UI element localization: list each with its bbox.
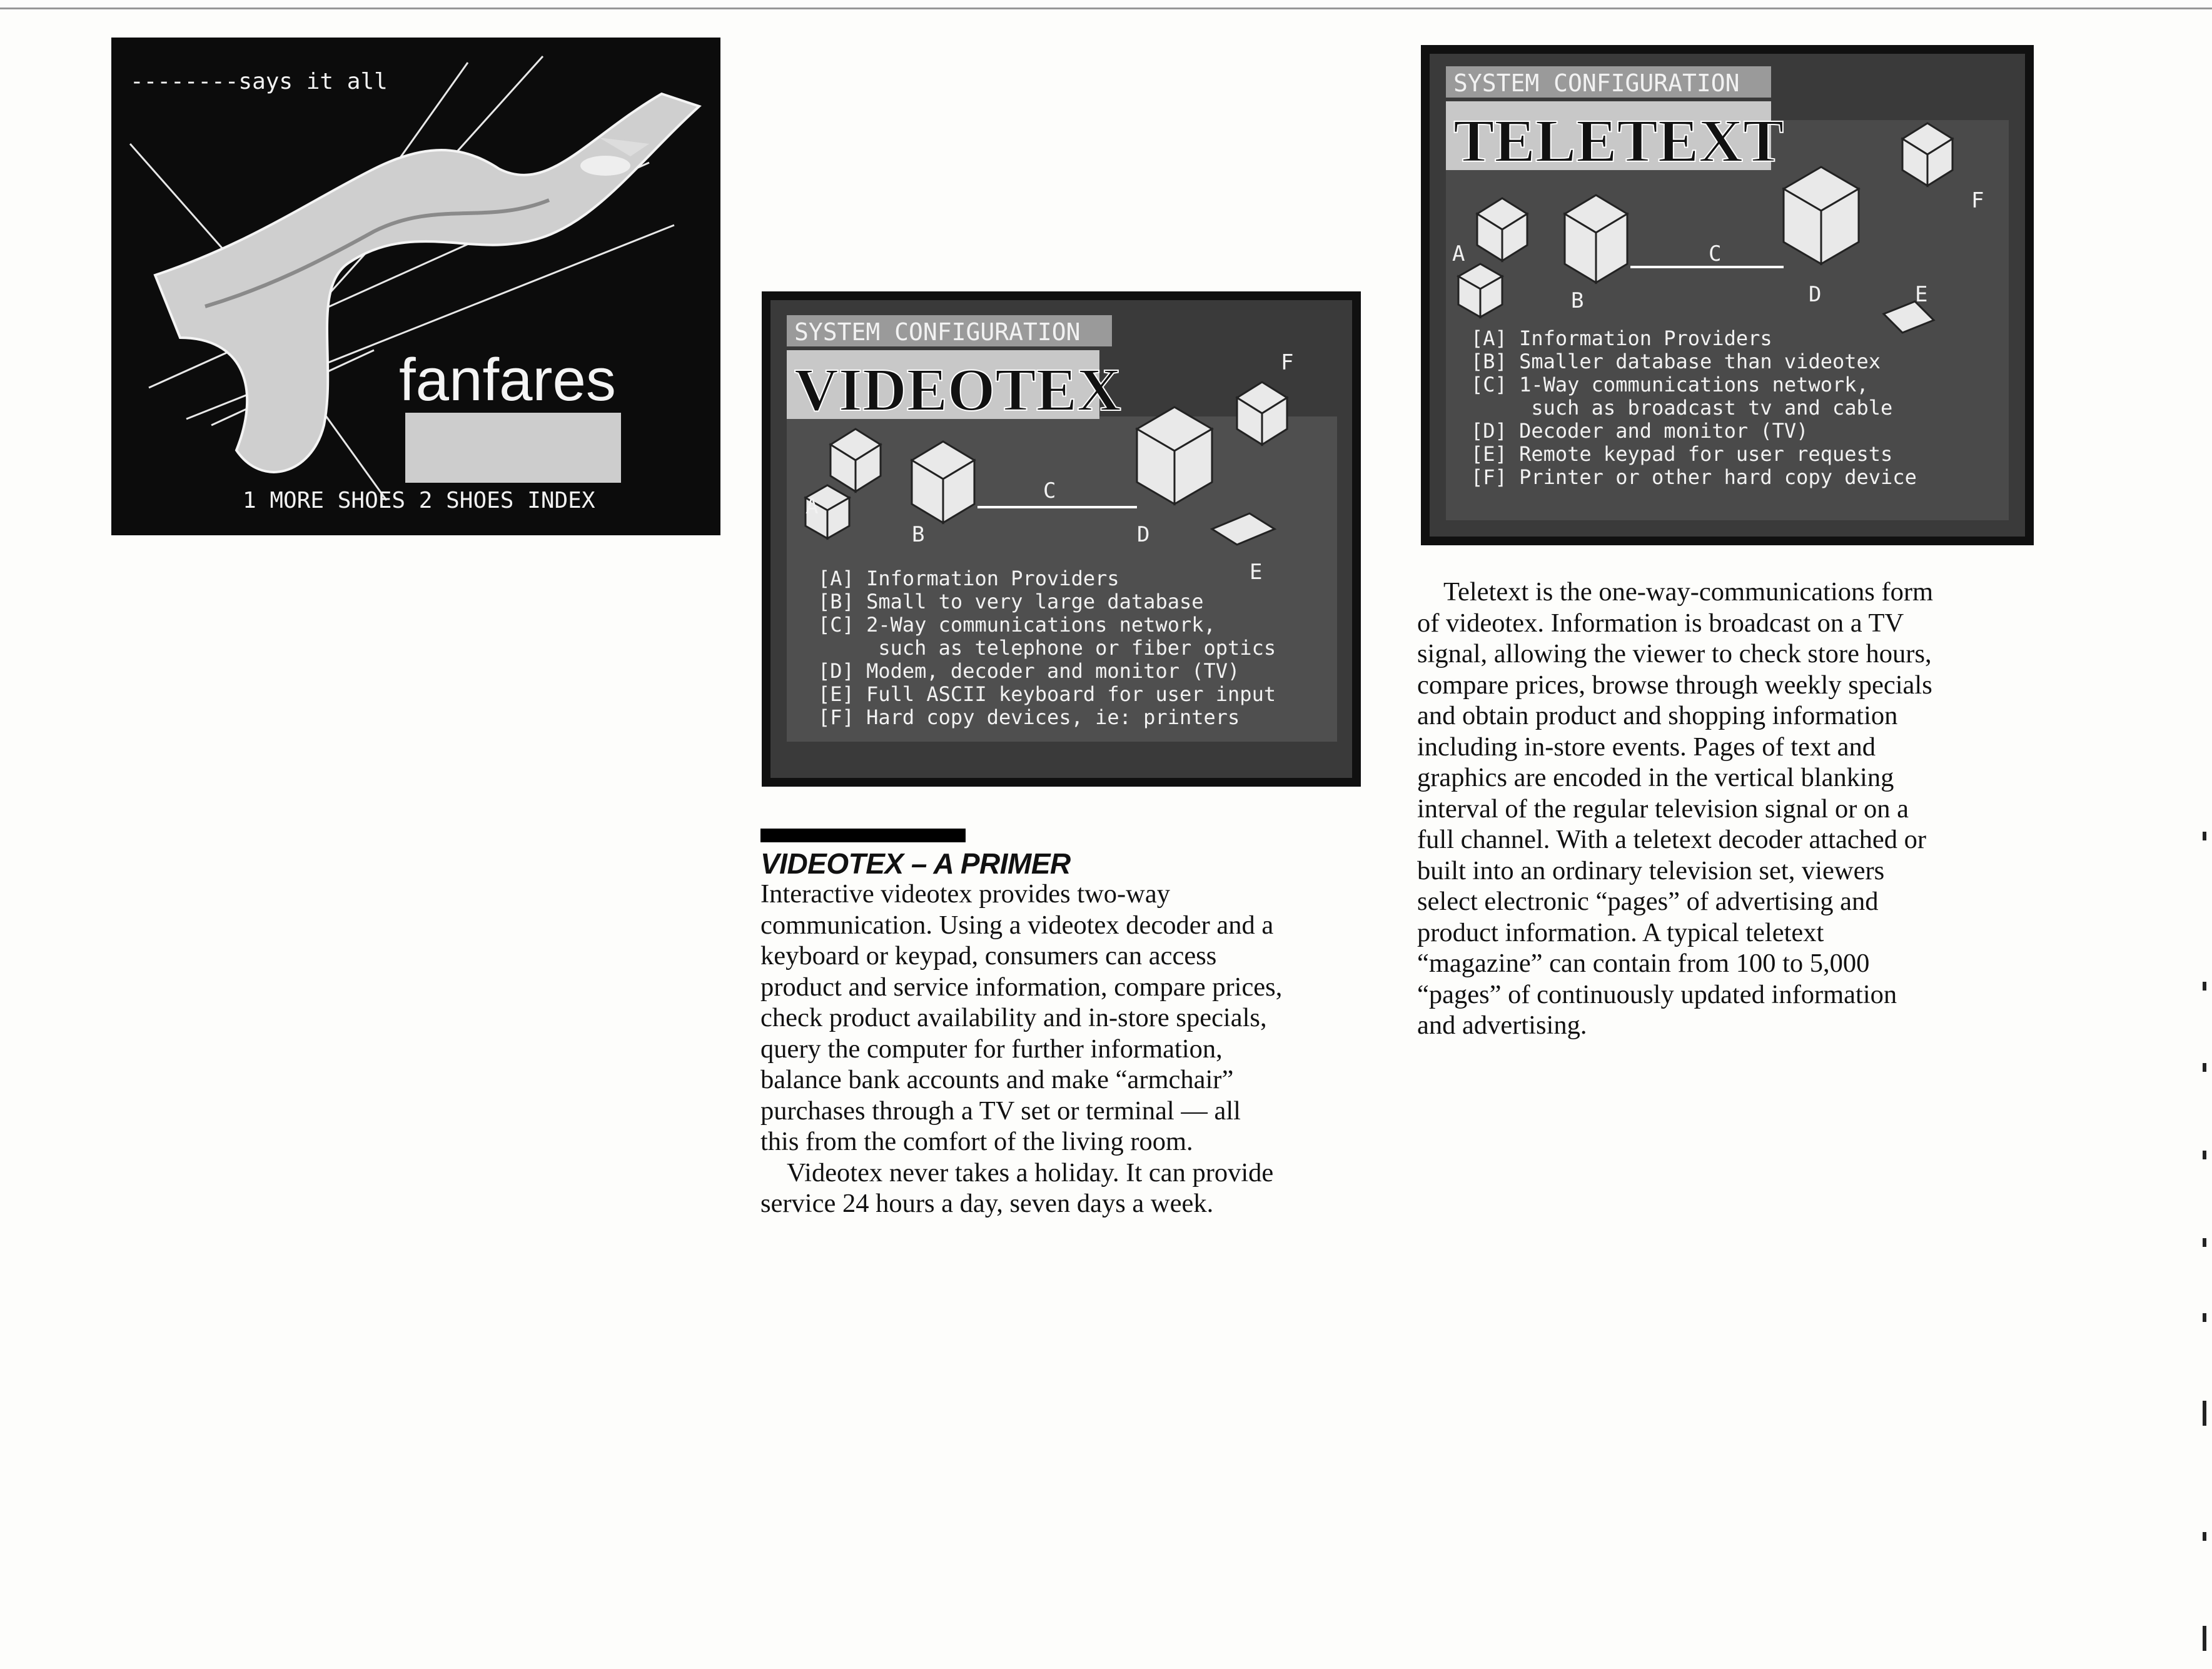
- ttx-legend-f: [F] Printer or other hard copy device: [1471, 465, 1917, 489]
- teletext-line: and obtain product and shopping information: [1417, 701, 1898, 730]
- teletext-line: of videotex. Information is broadcast on a TV: [1417, 608, 1904, 638]
- teletext-screen: [1421, 45, 2034, 545]
- primer-body: [760, 879, 1386, 1219]
- ttx-legend-e: [E] Remote keypad for user requests: [1471, 442, 1893, 466]
- ttx-legend-c: [C] 1-Way communications network,: [1471, 373, 1869, 396]
- teletext-line: built into an ordinary television set, viewers: [1417, 855, 1885, 885]
- vtx-legend-c: [C] 2-Way communications network,: [818, 613, 1216, 637]
- primer-line: query the computer for further information,: [760, 1034, 1223, 1064]
- vtx-label-b: B: [912, 522, 925, 547]
- primer-line: purchases through a TV set or terminal — all: [760, 1096, 1241, 1126]
- ttx-label-a: A: [1452, 241, 1465, 266]
- ttx-label-c: C: [1709, 241, 1722, 266]
- teletext-line: “pages” of continuously updated information: [1417, 979, 1897, 1009]
- fanfares-screen: [111, 38, 720, 535]
- primer-heading: VIDEOTEX – A PRIMER: [760, 847, 1071, 880]
- primer-heading-bar: [760, 829, 966, 842]
- teletext-line: signal, allowing the viewer to check store hours,: [1417, 639, 1932, 668]
- primer-line: Interactive videotex provides two-way: [760, 879, 1170, 909]
- ttx-legend-c2: such as broadcast tv and cable: [1471, 396, 1893, 420]
- ttx-label-e: E: [1915, 282, 1928, 307]
- fanfares-tagline: --------says it all: [130, 69, 388, 94]
- teletext-title: TELETEXT: [1453, 108, 1784, 175]
- primer-line: this from the comfort of the living room.: [760, 1127, 1193, 1156]
- vtx-label-d: D: [1137, 522, 1150, 547]
- teletext-line: compare prices, browse through weekly specials: [1417, 670, 1932, 700]
- primer-line: Videotex never takes a holiday. It can provide: [787, 1157, 1274, 1187]
- vtx-legend-f: [F] Hard copy devices, ie: printers: [818, 705, 1240, 729]
- vtx-legend-e: [E] Full ASCII keyboard for user input: [818, 682, 1276, 706]
- fanfares-brand: fanfares: [399, 346, 616, 413]
- teletext-body: [1417, 577, 2061, 1041]
- ttx-legend-d: [D] Decoder and monitor (TV): [1471, 419, 1809, 443]
- teletext-line: including in-store events. Pages of text and: [1417, 732, 1876, 762]
- vtx-legend-c2: such as telephone or fiber optics: [818, 636, 1276, 660]
- teletext-line: full channel. With a teletext decoder attached or: [1417, 825, 1927, 854]
- videotex-graphic: [762, 291, 1361, 787]
- teletext-line: interval of the regular television signal or on a: [1417, 794, 1909, 824]
- vtx-legend-a: [A] Information Providers: [818, 567, 1119, 590]
- primer-line: balance bank accounts and make “armchair”: [760, 1065, 1234, 1094]
- ttx-legend-a: [A] Information Providers: [1471, 326, 1772, 350]
- teletext-graphic: [1421, 45, 2034, 545]
- fanfares-graphic: [111, 38, 720, 535]
- brand-box: [405, 413, 621, 483]
- teletext-line: select electronic “pages” of advertising and: [1417, 887, 1879, 916]
- vtx-legend-d: [D] Modem, decoder and monitor (TV): [818, 659, 1240, 683]
- teletext-banner: SYSTEM CONFIGURATION: [1453, 69, 1740, 97]
- primer-line: keyboard or keypad, consumers can access: [760, 941, 1217, 971]
- ttx-label-f: F: [1971, 188, 1984, 213]
- vtx-label-c: C: [1043, 478, 1056, 503]
- ttx-legend-b: [B] Smaller database than videotex: [1471, 350, 1881, 373]
- page-top-rule: [0, 8, 2212, 9]
- teletext-line: product information. A typical teletext: [1417, 917, 1824, 947]
- vtx-legend-b: [B] Small to very large database: [818, 590, 1204, 613]
- ttx-label-b: B: [1571, 288, 1584, 313]
- primer-line: service 24 hours a day, seven days a week.: [760, 1189, 1214, 1218]
- vtx-label-f: F: [1281, 350, 1294, 375]
- teletext-line: Teletext is the one-way-communications form: [1443, 577, 1934, 607]
- primer-line: check product availability and in-store specials,: [760, 1003, 1267, 1032]
- fanfares-menu: 1 MORE SHOES 2 SHOES INDEX: [243, 488, 595, 513]
- primer-line: communication. Using a videotex decoder and a: [760, 910, 1274, 940]
- videotex-screen: [762, 291, 1361, 787]
- vtx-label-a: A: [806, 494, 819, 519]
- ttx-label-d: D: [1809, 282, 1822, 307]
- vtx-label-e: E: [1250, 560, 1263, 585]
- teletext-line: “magazine” can contain from 100 to 5,000: [1417, 949, 1870, 978]
- primer-line: product and service information, compare prices,: [760, 972, 1283, 1002]
- teletext-legend: [1471, 326, 1917, 489]
- teletext-line: and advertising.: [1417, 1011, 1587, 1040]
- videotex-banner: SYSTEM CONFIGURATION: [794, 318, 1081, 346]
- videotex-title: VIDEOTEX: [794, 356, 1121, 424]
- teletext-line: graphics are encoded in the vertical blanking: [1417, 763, 1894, 792]
